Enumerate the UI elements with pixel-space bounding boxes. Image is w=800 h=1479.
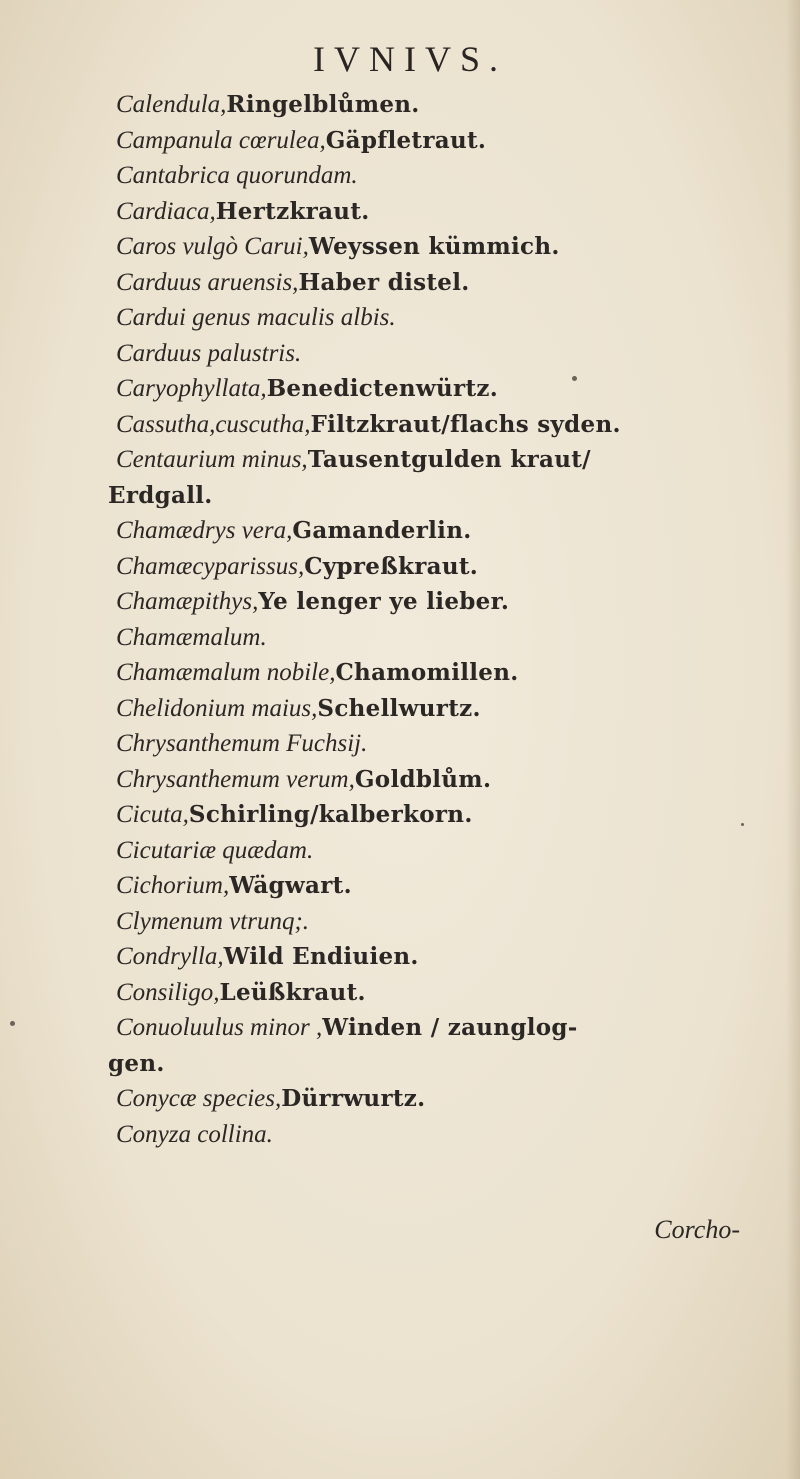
- latin-name: Cicutariæ quædam.: [116, 836, 314, 864]
- german-name: Dürrwurtz.: [281, 1085, 426, 1112]
- list-item: [116, 1116, 776, 1152]
- list-item: [116, 548, 776, 584]
- list-item: [116, 654, 776, 690]
- catchword: Corcho-: [654, 1215, 740, 1244]
- list-item: [116, 938, 776, 974]
- ink-speck: [741, 823, 744, 826]
- list-item: [116, 228, 776, 264]
- latin-name: Chamæcyparissus,: [116, 552, 305, 580]
- list-item: [116, 264, 776, 300]
- latin-name: Condrylla,: [116, 943, 224, 970]
- german-name: Filtzkraut/flachs syden.: [310, 410, 621, 438]
- latin-name: Calendula,: [116, 91, 227, 118]
- german-name: Leüßkraut.: [219, 978, 366, 1006]
- german-name: Ye lenger ye lieber.: [258, 588, 510, 615]
- latin-name: Chelidonium maius,: [116, 694, 318, 722]
- list-item: [116, 725, 776, 761]
- german-name: Winden / zaunglog-: [322, 1014, 578, 1041]
- german-name: Ringelblůmen.: [226, 91, 420, 118]
- latin-name: Chamædrys vera,: [116, 517, 293, 544]
- german-name: Schellwurtz.: [317, 694, 481, 722]
- german-name: gen.: [108, 1049, 165, 1077]
- german-name: Tausentgulden kraut/: [307, 446, 591, 473]
- german-name: Benedictenwürtz.: [266, 375, 499, 402]
- list-item: [116, 796, 776, 832]
- list-item: [116, 974, 776, 1010]
- latin-name: Centaurium minus,: [116, 446, 308, 473]
- german-name: Hertzkraut.: [215, 197, 370, 225]
- list-item: [116, 299, 776, 335]
- german-name: Erdgall.: [108, 481, 213, 509]
- list-item: [116, 690, 776, 726]
- list-item: [116, 441, 776, 477]
- ink-speck: [10, 1021, 15, 1026]
- list-item: [116, 335, 776, 371]
- latin-name: Caryophyllata,: [116, 375, 267, 402]
- latin-name: Campanula cœrulea,: [116, 126, 326, 154]
- latin-name: Clymenum vtrunq;.: [116, 907, 310, 935]
- german-name: Chamomillen.: [335, 659, 519, 686]
- list-item: [116, 583, 776, 619]
- german-name: Schirling/kalberkorn.: [188, 801, 473, 828]
- latin-name: Cardui genus maculis albis.: [116, 304, 396, 331]
- list-item-continuation: [108, 477, 776, 513]
- latin-name: Consiligo,: [116, 978, 220, 1006]
- list-item: [116, 867, 776, 903]
- list-item: [116, 193, 776, 229]
- list-item: [116, 157, 776, 193]
- herb-list: [108, 86, 776, 1151]
- german-name: Gamanderlin.: [292, 517, 472, 544]
- page-edge-shadow: [786, 0, 800, 1479]
- german-name: Gäpfletraut.: [325, 126, 487, 154]
- list-item: [116, 832, 776, 868]
- latin-name: Chamæmalum nobile,: [116, 659, 336, 686]
- list-item: [116, 1080, 776, 1116]
- latin-name: Cicuta,: [116, 801, 189, 828]
- running-head: IVNIVS.: [313, 39, 507, 79]
- list-item: [116, 1009, 776, 1045]
- list-item: [116, 761, 776, 797]
- german-name: Haber distel.: [298, 268, 470, 296]
- latin-name: Chrysanthemum verum,: [116, 765, 355, 793]
- ink-speck: [572, 376, 577, 381]
- latin-name: Chamæpithys,: [116, 588, 259, 615]
- german-name: Cypreßkraut.: [304, 552, 479, 580]
- list-item: [116, 512, 776, 548]
- list-item: [116, 406, 776, 442]
- latin-name: Cantabrica quorundam.: [116, 162, 358, 189]
- latin-name: Conuoluulus minor ,: [116, 1014, 323, 1041]
- german-name: Wild Endiuien.: [223, 943, 419, 970]
- list-item: [116, 86, 776, 122]
- latin-name: Carduus aruensis,: [116, 268, 299, 296]
- latin-name: Conycæ species,: [116, 1085, 282, 1112]
- latin-name: Caros vulgò Carui,: [116, 233, 309, 260]
- list-item: [116, 903, 776, 939]
- latin-name: Cichorium,: [116, 872, 230, 899]
- latin-name: Chamæmalum.: [116, 623, 267, 651]
- list-item-continuation: [108, 1045, 776, 1081]
- latin-name: Chrysanthemum Fuchsij.: [116, 730, 368, 757]
- list-item: [116, 619, 776, 655]
- german-name: Goldblům.: [354, 765, 492, 793]
- latin-name: Conyza collina.: [116, 1120, 273, 1148]
- german-name: Wägwart.: [229, 872, 352, 899]
- german-name: Weyssen kümmich.: [308, 233, 560, 260]
- list-item: [116, 122, 776, 158]
- list-item: [116, 370, 776, 406]
- latin-name: Cardiaca,: [116, 197, 216, 225]
- latin-name: Cassutha,cuscutha,: [116, 410, 311, 438]
- latin-name: Carduus palustris.: [116, 339, 302, 367]
